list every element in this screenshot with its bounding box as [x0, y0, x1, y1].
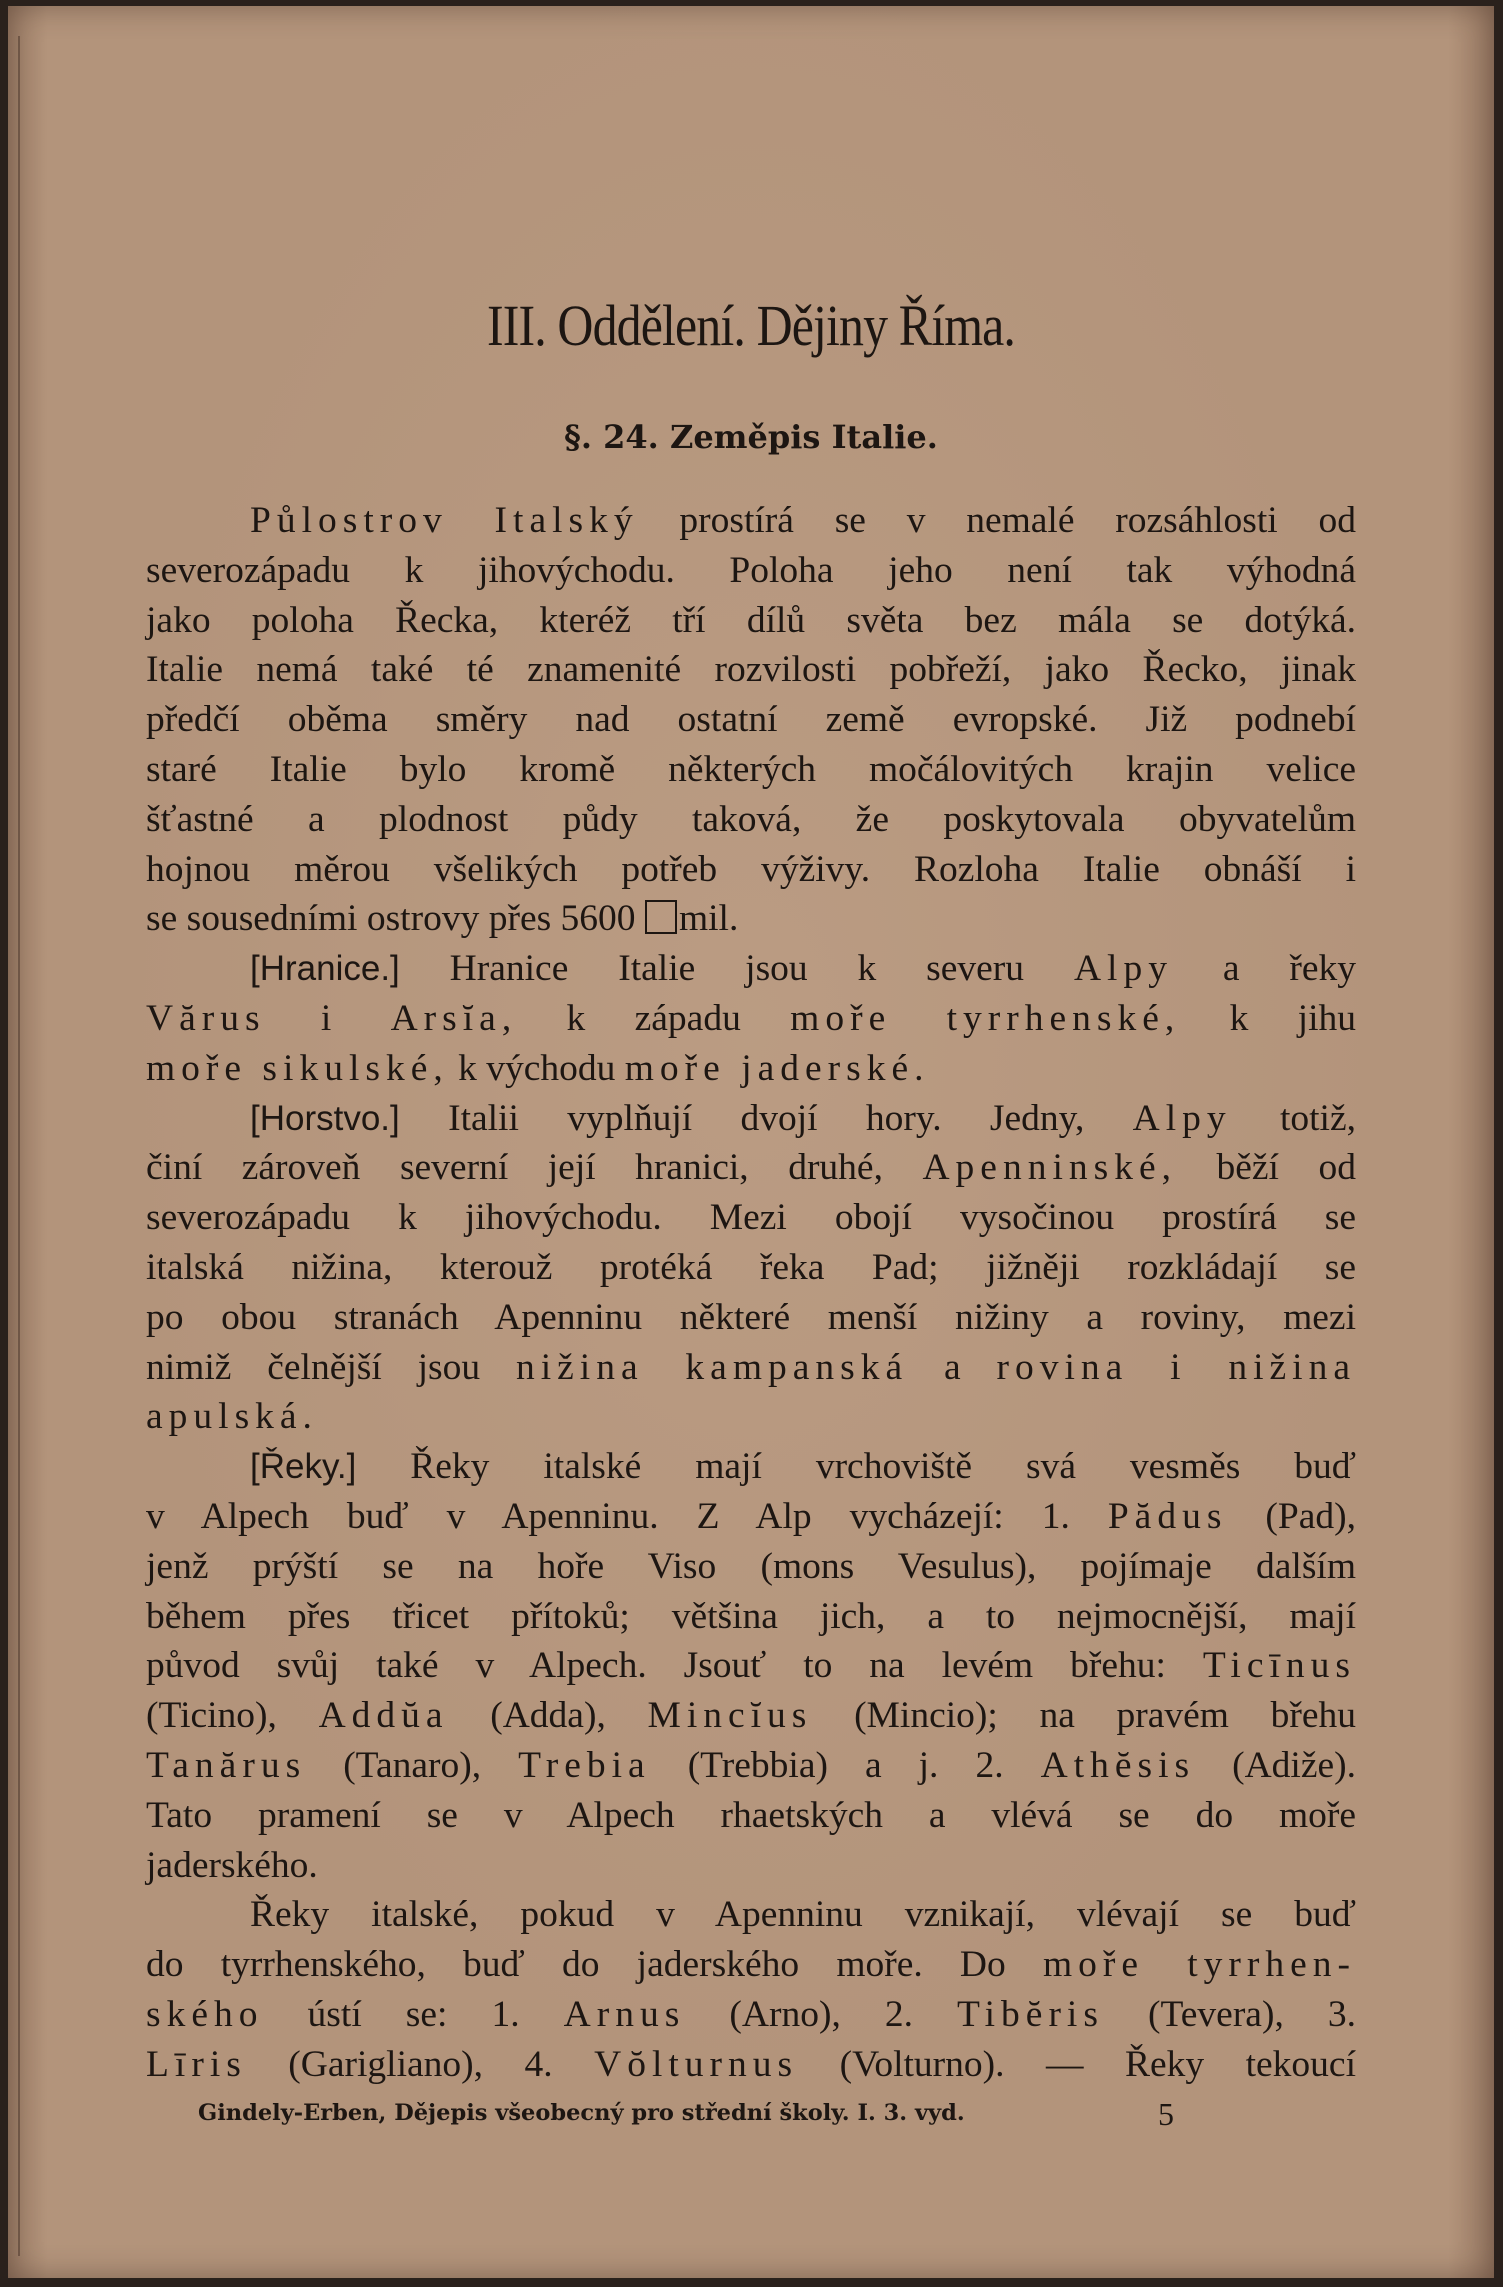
text-line — [146, 994, 1356, 1044]
text-run: (Adda), — [448, 1695, 648, 1737]
text-run: Alpy — [1132, 1097, 1232, 1139]
text-run: (Arno), 2. — [685, 1993, 958, 2035]
text-line — [146, 944, 1356, 994]
text-run: Alpy — [1073, 948, 1173, 990]
text-run: Italii vyplňují dvojí hory. Jedny, — [399, 1097, 1133, 1139]
text-run: hojnou měrou všelikých potřeb výživy. Rozloha Italie obnáší i — [146, 848, 1356, 890]
text-run: Vărus i Arsĭa, — [146, 997, 518, 1039]
text-run: Tato pramení se v Alpech rhaetských a vlévá se do moře — [146, 1794, 1356, 1836]
text-run: Athĕsis — [1040, 1744, 1196, 1786]
text-run: Vŏlturnus — [594, 2043, 799, 2085]
text-run: ského — [146, 1993, 264, 2035]
text-run: (Trebbia) a j. 2. — [650, 1744, 1041, 1786]
text-run: Arnus — [563, 1993, 686, 2035]
sidenote-label: [Hranice.] — [250, 949, 400, 989]
text-run: Trebia — [518, 1744, 651, 1786]
text-line — [146, 546, 1356, 596]
text-run: (Tevera), 3. — [1103, 1993, 1356, 2035]
text-line — [146, 1392, 1356, 1442]
text-line — [146, 845, 1356, 895]
text-run: italská nižina, kterouž protéká řeka Pad; jižněji rozkládají se — [146, 1246, 1356, 1288]
text-run: k západu — [517, 997, 791, 1039]
text-run: Italie nemá také té znamenité rozvilosti pobřeží, jako Řecko, jinak — [146, 649, 1356, 691]
text-run: mil. — [678, 898, 739, 940]
chapter-title: III. Oddělení. Dějiny Říma. — [486, 293, 1016, 358]
page-number: 5 — [1158, 2096, 1174, 2132]
text-run: staré Italie bylo kromě některých močálovitých krajin velice — [146, 748, 1356, 790]
text-run: Addŭa — [318, 1695, 449, 1737]
text-run: činí zároveň severní její hranici, druhé, — [146, 1147, 923, 1189]
text-line — [146, 596, 1356, 646]
text-run: (Tanaro), — [306, 1744, 519, 1786]
text-run: Tibĕris — [957, 1993, 1104, 2035]
text-line — [146, 745, 1356, 795]
text-line — [146, 1990, 1356, 2040]
text-run: Řeky italské, pokud v Apenninu vznikají, vlévají se buď — [250, 1894, 1356, 1936]
text-run: Hranice Italie jsou k severu — [399, 948, 1074, 990]
text-run: do tyrrhenského, buď do jaderského moře. Do — [146, 1944, 1043, 1986]
text-run: severozápadu k jihovýchodu. Mezi obojí vysočinou prostírá se — [146, 1197, 1356, 1239]
text-run: jaderského. — [146, 1844, 318, 1886]
text-run: severozápadu k jihovýchodu. Poloha jeho není tak výhodná — [146, 549, 1356, 591]
text-line — [146, 1442, 1356, 1492]
text-line — [146, 1243, 1356, 1293]
text-run: v Alpech buď v Apenninu. Z Alp vycházejí: 1. — [146, 1495, 1108, 1537]
text-line — [146, 1343, 1356, 1393]
page-edge-line — [18, 36, 20, 2256]
text-run: moře jaderské. — [624, 1047, 930, 1089]
text-line — [146, 1193, 1356, 1243]
text-run: a řeky — [1172, 948, 1356, 990]
text-run: jenž prýští se na hoře Viso (mons Vesulus), pojímaje dalším — [146, 1545, 1356, 1587]
sidenote-label: [Řeky.] — [250, 1447, 357, 1487]
text-line — [146, 695, 1356, 745]
text-run: (Ticino), — [146, 1695, 319, 1737]
text-run: moře tyrrhenské, — [790, 997, 1181, 1039]
text-run: totiž, — [1231, 1097, 1356, 1139]
text-run: (Pad), — [1227, 1495, 1356, 1537]
text-line — [146, 1791, 1356, 1841]
text-line — [146, 1691, 1356, 1741]
text-run: Apenninské, — [922, 1147, 1177, 1189]
text-line — [146, 496, 1356, 546]
text-line — [146, 894, 1356, 944]
text-run: apulská. — [146, 1396, 318, 1438]
text-line — [146, 1841, 1356, 1891]
text-run: a — [908, 1346, 997, 1388]
text-run: moře tyrrhen- — [1042, 1944, 1356, 1986]
text-line — [146, 1641, 1356, 1691]
text-line — [146, 1293, 1356, 1343]
text-run: po obou stranách Apenninu některé menší nižiny a roviny, mezi — [146, 1296, 1356, 1338]
text-run: k východu — [448, 1047, 625, 1089]
text-run: (Mincio); na pravém břehu — [812, 1695, 1356, 1737]
text-run: Půlostrov Italský — [250, 500, 639, 541]
text-run: Līris — [146, 2043, 247, 2085]
book-page — [8, 6, 1494, 2278]
text-line — [146, 1492, 1356, 1542]
text-line — [146, 1542, 1356, 1592]
footer-signature: Gindely-Erben, Dějepis všeobecný pro střední školy. I. 3. vyd. — [198, 2100, 965, 2126]
body-text — [146, 496, 1356, 2090]
text-line — [146, 1143, 1356, 1193]
text-run: Řeky italské mají vrchoviště svá vesměs buď — [356, 1446, 1356, 1488]
text-run: předčí oběma směry nad ostatní země evropské. Již podnebí — [146, 699, 1356, 741]
text-line — [146, 1094, 1356, 1144]
text-run: k jihu — [1180, 997, 1356, 1039]
text-run: ústí se: 1. — [263, 1993, 564, 2035]
text-line — [146, 1940, 1356, 1990]
text-run: Tanărus — [146, 1744, 307, 1786]
text-run: (Volturno). — Řeky tekoucí — [798, 2043, 1356, 2085]
text-line — [146, 1044, 1356, 1094]
text-run: během přes třicet přítoků; většina jich, a to nejmocnější, mají — [146, 1595, 1356, 1637]
text-run: Pădus — [1107, 1495, 1228, 1537]
text-line — [146, 1890, 1356, 1940]
text-run: jako poloha Řecka, kteréž tří dílů světa bez mála se dotýká. — [146, 599, 1356, 641]
text-run: běží od — [1176, 1147, 1356, 1189]
square-mile-symbol — [645, 900, 677, 934]
text-run: nižina kampanská — [515, 1346, 909, 1388]
section-heading: §. 24. Zeměpis Italie. — [564, 418, 938, 456]
text-run: původ svůj také v Alpech. Jsouť to na levém břehu: — [146, 1645, 1203, 1687]
text-run: moře sikulské, — [146, 1047, 449, 1089]
text-line — [146, 1592, 1356, 1642]
sidenote-label: [Horstvo.] — [250, 1098, 400, 1138]
text-run: nimiž čelnější jsou — [146, 1346, 516, 1388]
text-run: Mincĭus — [647, 1695, 813, 1737]
text-line — [146, 1741, 1356, 1791]
text-run: (Garigliano), 4. — [246, 2043, 595, 2085]
text-run: (Adiže). — [1195, 1744, 1357, 1786]
text-line — [146, 645, 1356, 695]
text-run: rovina i nižina — [996, 1346, 1356, 1388]
text-run: prostírá se v nemalé rozsáhlosti od — [638, 500, 1356, 541]
text-line — [146, 795, 1356, 845]
text-run: šťastné a plodnost půdy taková, že poskytovala obyvatelům — [146, 798, 1356, 840]
text-line — [146, 2040, 1356, 2090]
text-run: se sousedními ostrovy přes 5600 — [146, 898, 645, 940]
text-run: Ticīnus — [1202, 1645, 1356, 1687]
